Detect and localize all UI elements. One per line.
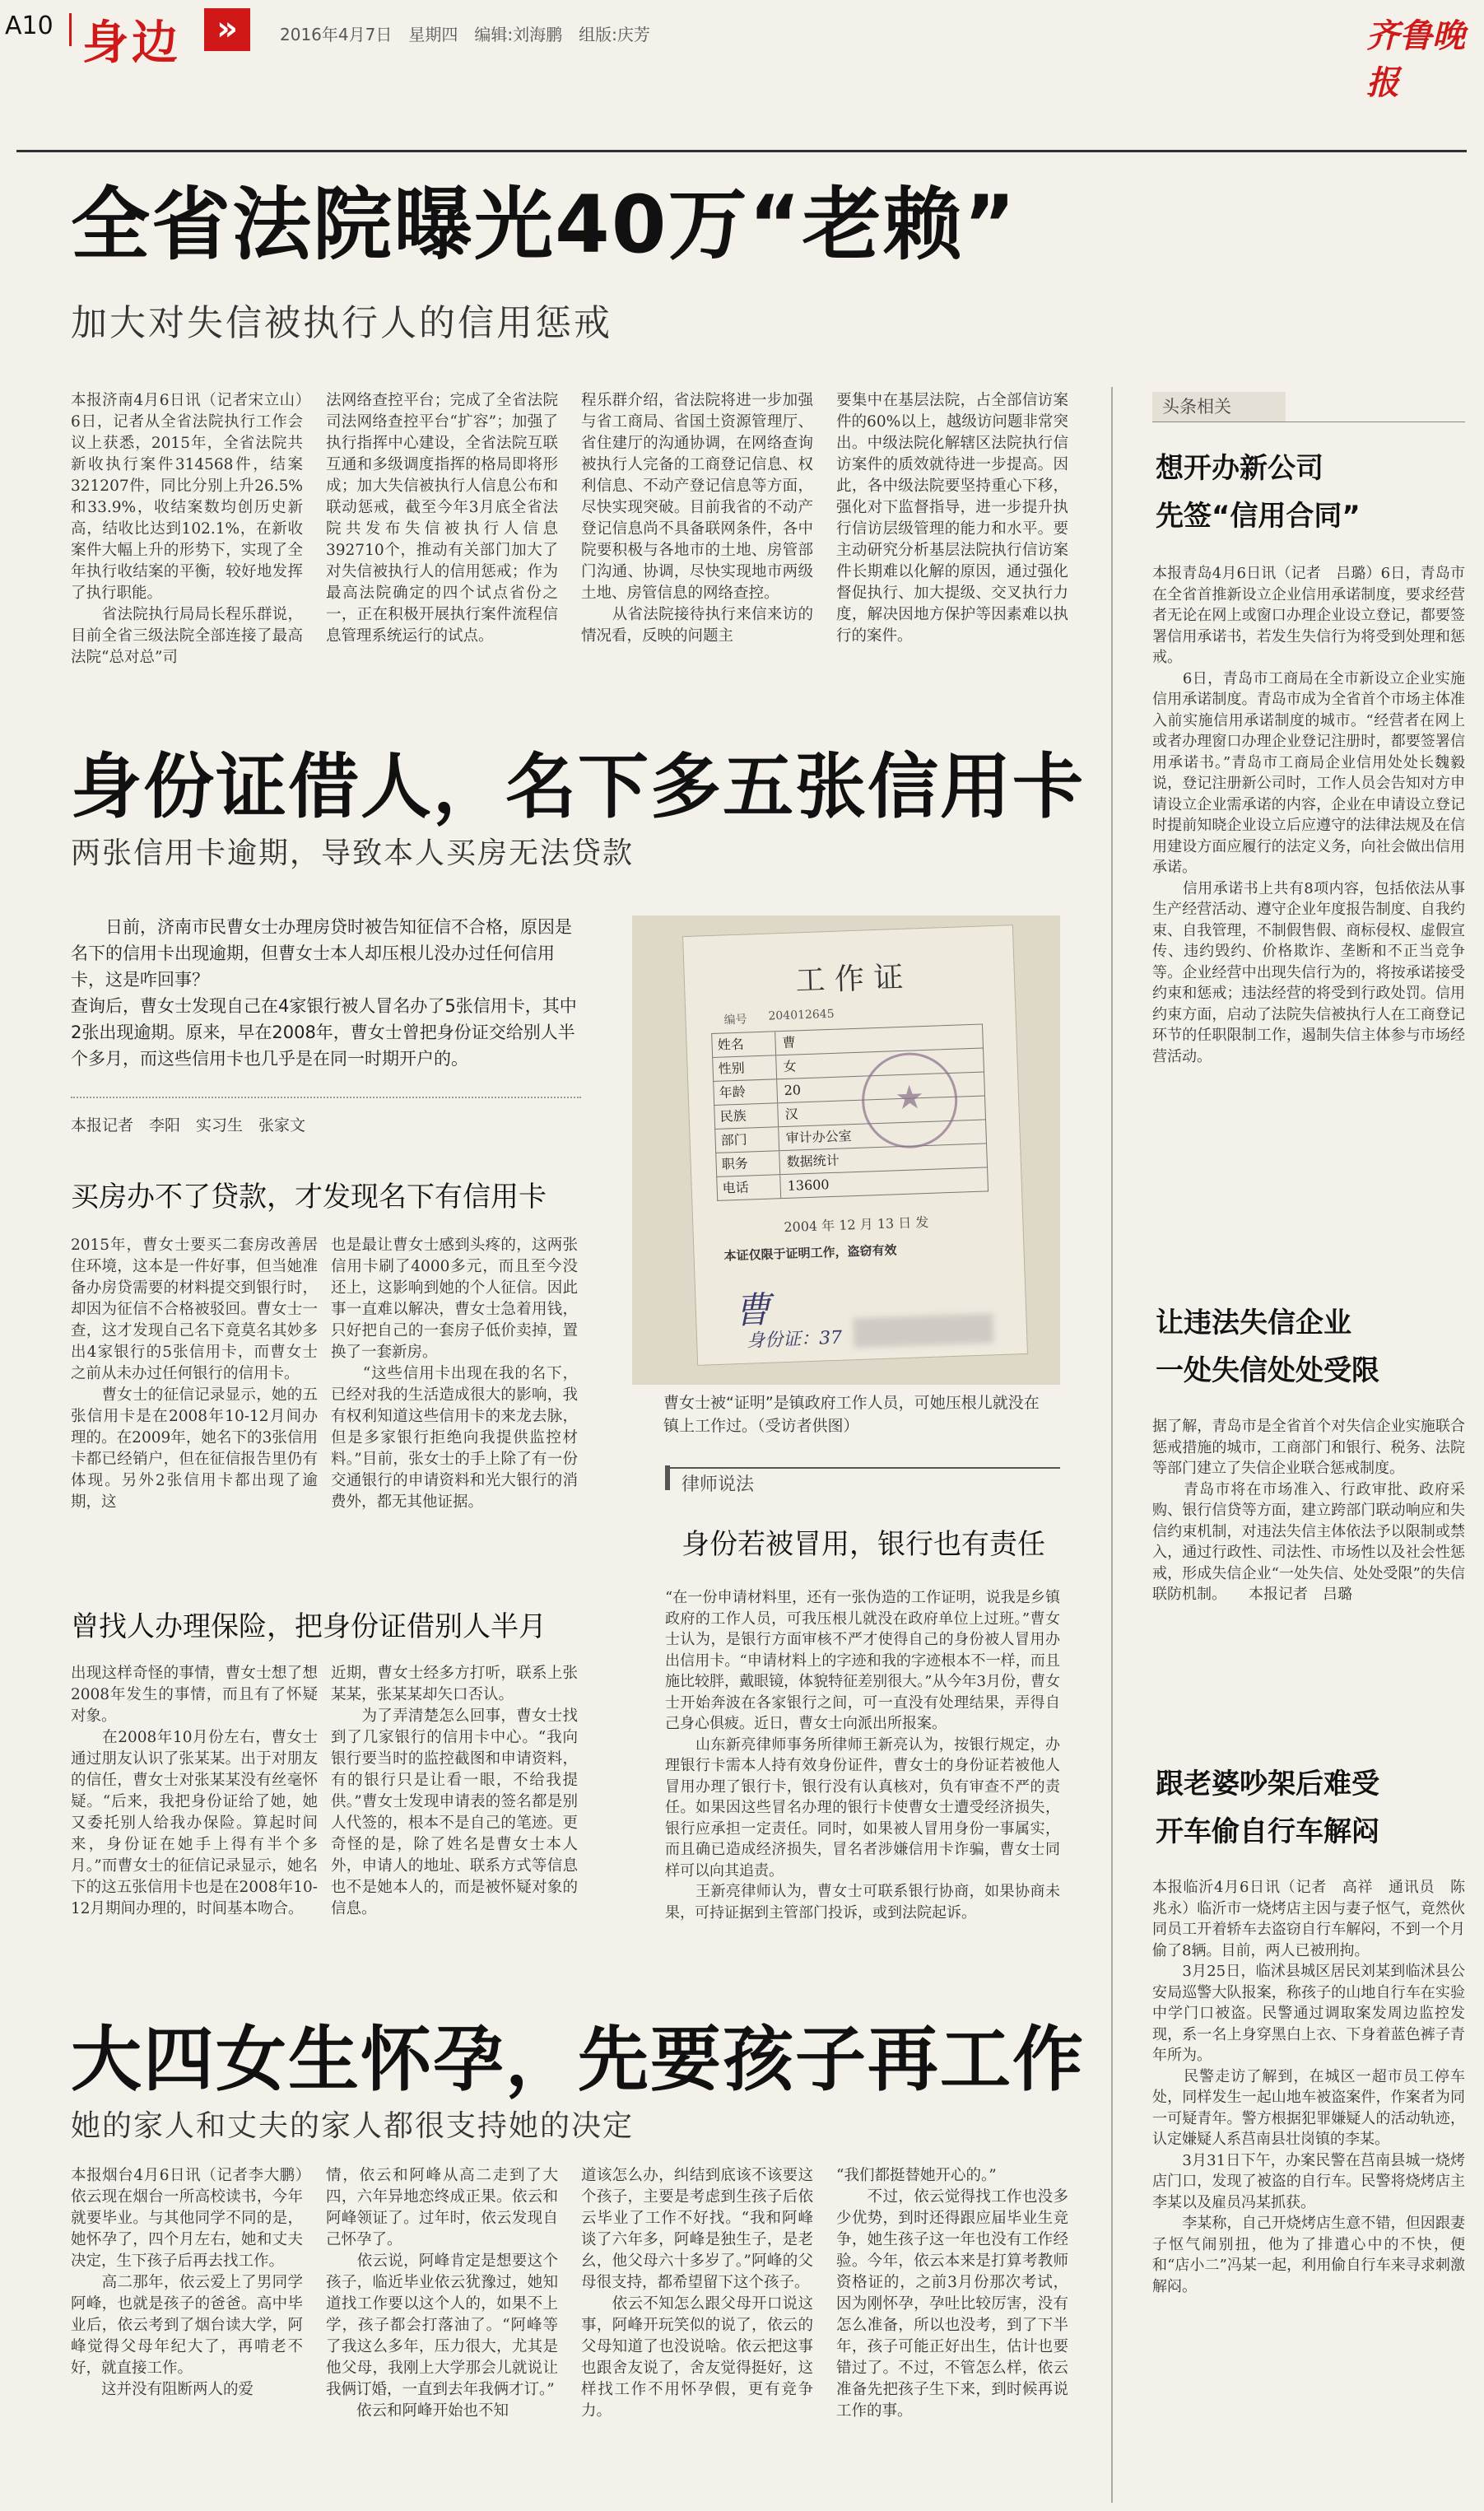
story1-subhead: 加大对失信被执行人的信用惩戒: [71, 302, 612, 344]
lawyer-tag: 律师说法: [682, 1474, 755, 1495]
work-id-row-label: 姓名: [712, 1032, 776, 1057]
work-id-number-label: 编号: [723, 1013, 747, 1027]
lawyer-text: “在一份申请材料里，还有一张伪造的工作证明，说我是乡镇政府的工作人员，可我压根儿就没在政府单位上过班。”曹女士认为，是银行方面审核不严才使得自己的身份被人冒用办出信用卡。“申请材料上的字迹和我的字迹根本不一样，而且施比较胖，戴眼镜，体貌特征差别很大。”从今年3月份，曹女士开始奔波在各家银行之间，可一直没有处理结果，弄得自己身心俱疲。近日，曹女士向派出所报案。 山东新亮律师事务所律师王新亮认为，按银行规定，办理银行卡需本人持有效身份证件，曹女士的身份证若被他人冒用办理了银行卡，银行没有认真核对，负有审查不严的责任。如果因这些冒名办理的银行卡使曹女士遭受经济损失，银行应承担一定责任。同时，如果被人冒用身份一事属实，而且确已造成经济损失，冒名者涉嫌信用卡诈骗，曹女士同样可以向其追责。 王新亮律师认为，曹女士可联系银行协商，如果协商未果，可持证据到主管部门投诉，或到法院起诉。: [665, 1589, 1060, 1922]
story2-sec2-column-2: 近期，曹女士经多方打听，联系上张某某，张某某却矢口否认。 为了弄清楚怎么回事，曹女士找到了几家银行的信用卡中心。“我向银行要当时的监控截图和申请资料，有的银行只是让看一眼，不给我提供。”曹女士发现申请表的签名都是别人代签的，根本不是自己的笔迹。更奇怪的是，除了姓名是曹女士本人外，申请人的地址、联系方式等信息也不是她本人的，而是被怀疑对象的信息。: [331, 1665, 578, 1917]
page-number-divider: [69, 13, 72, 46]
section-arrow-icon: »: [204, 8, 250, 51]
work-id-title: 工 作 证: [794, 960, 905, 999]
story2-divider: [71, 1097, 581, 1098]
work-id-row-label: 民族: [714, 1103, 779, 1129]
story1-headline: 全省法院曝光40万“老赖”: [71, 179, 1017, 271]
work-id-row-label: 性别: [713, 1055, 777, 1081]
work-id-photo: [632, 915, 1060, 1385]
sidebar-item3-title-2: 开车偷自行车解闷: [1156, 1815, 1379, 1848]
lawyer-box-rule: [665, 1467, 1060, 1469]
sidebar-item1-title-1: 想开办新公司: [1156, 452, 1324, 485]
work-id-row-label: 职务: [716, 1151, 780, 1176]
story1-column-3: 程乐群介绍，省法院将进一步加强与省工商局、省国土资源管理厅、省住建厅的沟通协调，在网络查询被执行人完备的工商登记信息、权利信息、不动产登记信息等方面，尽快实现突破。目前我省的不动产登记信息尚不具备联网条件，各中院要积极与各地市的土地、房管部门沟通、协调，尽快实现地市两级土地、房管信息的网络查控。 从省法院接待执行来信来访的情况看，反映的问题主: [581, 392, 813, 645]
story2-sec2-column-1: 出现这样奇怪的事情，曹女士想了想2008年发生的事情，而且有了怀疑对象。 在2008年10月份左右，曹女士通过朋友认识了张某某。出于对朋友的信任，曹女士对张某某没有丝毫怀疑。“后来，我把身份证给了她，她又委托别人给我办保险。算起时间来，身份证在她手上得有半个多月。”而曹女士的征信记录显示，她名下的这五张信用卡也是在2008年10-12月期间办理的，时间基本吻合。: [71, 1665, 318, 1917]
story1-column-4: 要集中在基层法院，占全部信访案件的60%以上，越级访问题非常突出。中级法院化解辖区法院执行信访案件的质效就待进一步提高。因此，各中级法院要坚持重心下移，强化对下监督指导，进一步提升执行信访层级管理的能力和水平。要主动研究分析基层法院执行信访案件长期难以化解的原因，通过强化督促执行、加大提级、交叉执行力度，解决因地方保护等因素难以执行的案件。: [836, 392, 1068, 645]
work-id-note: 本证仅限于证明工作，盗窃有效: [723, 1242, 897, 1264]
work-id-date: 2004 年 12 月 13 日 发: [784, 1214, 929, 1236]
story3-headline: 大四女生怀孕，先要孩子再工作: [71, 2019, 1085, 2101]
sidebar-item2-title-1: 让违法失信企业: [1156, 1307, 1351, 1339]
page-number: A10: [5, 12, 53, 40]
work-id-row-value: 审计办公室: [785, 1128, 852, 1146]
lawyer-tag-marker: [665, 1465, 670, 1490]
story3-column-3: 道该怎么办，纠结到底该不该要这个孩子，主要是考虑到生孩子后依云毕业了工作不好找。“我和阿峰谈了六年多，阿峰是独生子，是老幺，他父母六十多岁了。”阿峰的父母很支持，都希望留下这个孩子。 依云不知怎么跟父母开口说这事，阿峰开玩笑似的说了，依云的父母知道了也没说啥。依云把这事也跟舍友说了，舍友觉得挺好，这样找工作不用怀孕假，更有竞争力。: [581, 2167, 813, 2420]
story3-column-4: “我们都挺替她开心的。” 不过，依云觉得找工作也没多少优势，到时还得跟应届毕业生竞争，她生孩子这一年也没有工作经验。今年，依云本来是打算考教师资格证的，之前3月份那次考试，因为刚怀孕，孕吐比较厉害，没有怎么准备，所以也没考，到了下半年，孩子可能正好出生，估计也要错过了。不过，不管怎么样，依云准备先把孩子生下来，到时候再说工作的事。: [836, 2167, 1068, 2420]
story2-section-2-title: 曾找人办理保险，把身份证借别人半月: [71, 1610, 547, 1643]
lawyer-title: 身份若被冒用，银行也有责任: [682, 1528, 1045, 1561]
story1-column-2: 法网络查控平台；完成了全省法院司法网络查控平台“扩容”；加强了执行指挥中心建设，全省法院互联互通和多级调度指挥的格局即将形成；加大失信被执行人信息公布和联动惩戒，截至今年3月底全省法院共发布失信被执行人信息392710个，推动有关部门加大了对失信被执行人的信用惩戒；作为最高法院确定的四个试点省份之一，正在积极开展执行案件流程信息管理系统运行的试点。: [326, 392, 558, 645]
story3-subhead: 她的家人和丈夫的家人都很支持她的决定: [71, 2109, 635, 2143]
sidebar-item3-text: 本报临沂4月6日讯（记者 高祥 通讯员 陈兆永）临沂市一烧烤店主因与妻子怄气，竟然伙同员工开着轿车去盗窃自行车解闷，不到一个月偷了8辆。目前，两人已被刑拘。 3月25日，临沭县城区居民刘某到临沭县公安局巡警大队报案，称孩子的山地自行车在实验中学门口被盗。民警通过调取案发周边监控发现，系一名上身穿黑白上衣、下身着蓝色裤子青年所为。 民警走访了解到，在城区一超市员工停车处，同样发生一起山地车被盗案件，作案者为同一可疑青年。警方根据犯罪嫌疑人的活动轨迹，认定嫌疑人系莒南县壮岗镇的李某。 3月31日下午，办案民警在莒南县城一烧烤店门口，发现了被盗的自行车。民警将烧烤店主李某以及雇员冯某抓获。 李某称，自己开烧烤店生意不错，但因跟妻子怄气闹别扭，他为了排遣心中的不快，便和“店小二”冯某一起，利用偷自行车来寻求刺激解闷。: [1152, 1879, 1465, 2295]
masthead-rule: [16, 150, 1467, 152]
story2-section-1-title: 买房办不了贷款，才发现名下有信用卡: [71, 1181, 547, 1214]
story2-sec1-column-1: 2015年，曹女士要买二套房改善居住环境，这本是一件好事，但当她准备办房贷需要的材料提交到银行时，却因为征信不合格被驳回。曹女士一查，这才发现自己名下竟莫名其妙多出4家银行的5张信用卡，而曹女士之前从未办过任何银行的信用卡。 曹女士的征信记录显示，她的五张信用卡是在2008年10-12月间办理的。在2009年，她名下的3张信用卡都已经销户，但在征信报告里仍有体现。另外2张信用卡都出现了逾期，这: [71, 1237, 318, 1511]
work-id-row-value: 20: [784, 1082, 802, 1098]
official-seal: ★: [860, 1051, 959, 1150]
work-id-row-value: 数据统计: [786, 1152, 840, 1170]
photo-caption: 曹女士被“证明”是镇政府工作人员，可她压根儿就没在镇上工作过。（受访者供图）: [663, 1394, 1040, 1435]
sidebar-item3-title-1: 跟老婆吵架后难受: [1156, 1768, 1379, 1801]
work-id-row-value: 曹: [782, 1034, 796, 1051]
story2-byline: 本报记者 李阳 实习生 张家文: [71, 1116, 306, 1134]
story2-lead: 日前，济南市民曹女士办理房贷时被告知征信不合格，原因是名下的信用卡出现逾期，但曹女士本人却压根儿没办过任何信用卡，这是咋回事？ 查询后，曹女士发现自己在4家银行被人冒名办了5张信用卡，其中2张出现逾期。原来，早在2008年，曹女士曾把身份证交给别人半个多月，而这些信用卡也几乎是在同一时期开户的。: [71, 917, 577, 1069]
story3-column-2: 情，依云和阿峰从高二走到了大四，六年异地恋终成正果。依云和阿峰领证了。过年时，依云发现自己怀孕了。 依云说，阿峰肯定是想要这个孩子，临近毕业依云犹豫过，她知道找工作要以这个人的，如果不上学，孩子都会打落油了。“阿峰等了我这么多年，压力很大，尤其是他父母，我刚上大学那会儿就说让我俩订婚，一直到去年我俩才订。” 依云和阿峰开始也不知: [326, 2167, 558, 2420]
signature: 曹: [733, 1288, 771, 1333]
page-meta: 2016年4月7日 星期四 编辑:刘海鹏 组版:庆芳: [280, 25, 650, 44]
work-id-card: [682, 925, 1028, 1366]
id-number-handwritten: 身份证：37: [746, 1327, 843, 1352]
redaction-blur: [853, 1313, 993, 1348]
sidebar-tag: 头条相关: [1152, 392, 1286, 422]
work-id-row-label: 年龄: [714, 1079, 778, 1105]
work-id-row-label: 电话: [717, 1175, 781, 1200]
story3-column-1: 本报烟台4月6日讯（记者李大鹏）依云现在烟台一所高校读书，今年就要毕业。与其他同学不同的是，她怀孕了，四个月左右，她和丈夫决定，生下孩子后再去找工作。 高二那年，依云爱上了男同学阿峰，也就是孩子的爸爸。高中毕业后，依云考到了烟台读大学，阿峰觉得父母年纪大了，再啃老不好，就直接工作。 这并没有阻断两人的爱: [71, 2167, 303, 2398]
work-id-row-label: 部门: [715, 1127, 779, 1153]
sidebar-item2-text: 据了解，青岛市是全省首个对失信企业实施联合惩戒措施的城市，工商部门和银行、税务、法院等部门建立了失信企业联合惩戒制度。 青岛市将在市场准入、行政审批、政府采购、银行信贷等方面，建立跨部门联动响应和失信约束机制，对违法失信主体依法予以限制或禁入，通过行政性、司法性、市场性以及社会性惩戒，形成失信企业“一处失信、处处受限”的失信联防机制。 本报记者 吕璐: [1152, 1418, 1465, 1603]
story1-column-1: 本报济南4月6日讯（记者宋立山）6日，记者从全省法院执行工作会议上获悉，2015年，全省法院共新收执行案件314568件，结案321207件，同比分别上升26.5%和33.9%，收结案数均创历史新高，结收比达到102.1%，在新收案件大幅上升的形势下，实现了全年执行收结案的平衡，较好地发挥了执行职能。 省法院执行局局长程乐群说，目前全省三级法院全部连接了最高法院“总对总”司: [71, 392, 303, 666]
sidebar-item1-text: 本报青岛4月6日讯（记者 吕璐）6日，青岛市在全省首推新设立企业信用承诺制度，要求经营者无论在网上或窗口办理企业设立登记，都要签署信用承诺书，若发生失信行为将受到处理和惩戒。 6日，青岛市工商局在全市新设立企业实施信用承诺制度。青岛市成为全省首个市场主体准入前实施信用承诺制度的城市。“经营者在网上或者办理窗口办理企业登记注册时，都要签署信用承诺书。”青岛市工商局企业信用处处长魏毅说，登记注册新公司时，工作人员会告知对方申请设立企业需承诺的内容，企业在申请设立登记时提前知晓企业设立后应遵守的法律法规及在信用建设方面应履行的法定义务，向社会做出信用承诺。 信用承诺书上共有8项内容，包括依法从事生产经营活动、遵守企业年度报告制度、自我约束、自我管理，不制假售假、商标侵权、虚假宣传、违约毁约、价格欺诈、垄断和不正当竞争等。企业经营中出现失信行为的，将按承诺接受约束和惩戒；违法经营的将受到行政处罚。信用约束方面，启动了法院失信被执行人在工商登记环节的任职限制工作，遏制失信主体参与市场经营活动。: [1152, 565, 1465, 1065]
sidebar-item2-title-2: 一处失信处处受限: [1156, 1354, 1379, 1387]
section-name: 身边: [82, 16, 181, 70]
work-id-row-value: 汉: [784, 1106, 798, 1122]
work-id-row-value: 13600: [787, 1176, 830, 1194]
work-id-row-value: 女: [783, 1058, 797, 1074]
story2-sec1-column-2: 也是最让曹女士感到头疼的，这两张信用卡刷了4000多元，而且至今没还上，这影响到她的个人征信。因此事一直难以解决，曹女士急着用钱，只好把自己的一套房子低价卖掉，置换了一套新房。 “这些信用卡出现在我的名下，已经对我的生活造成很大的影响，我有权利知道这些信用卡的来龙去脉，但是多家银行拒绝向我提供监控材料。”目前，张女士的手上除了有一份交通银行的申请资料和光大银行的消费外，都无其他证据。: [331, 1237, 578, 1511]
sidebar-item1-title-2: 先签“信用合同”: [1156, 500, 1361, 533]
sidebar-divider: [1111, 387, 1113, 2503]
work-id-number: 204012645: [768, 1007, 835, 1023]
story2-headline: 身份证借人，名下多五张信用卡: [71, 746, 1085, 828]
story2-subhead: 两张信用卡逾期，导致本人买房无法贷款: [71, 836, 635, 870]
paper-logo: 齐鲁晚报: [1366, 16, 1465, 102]
